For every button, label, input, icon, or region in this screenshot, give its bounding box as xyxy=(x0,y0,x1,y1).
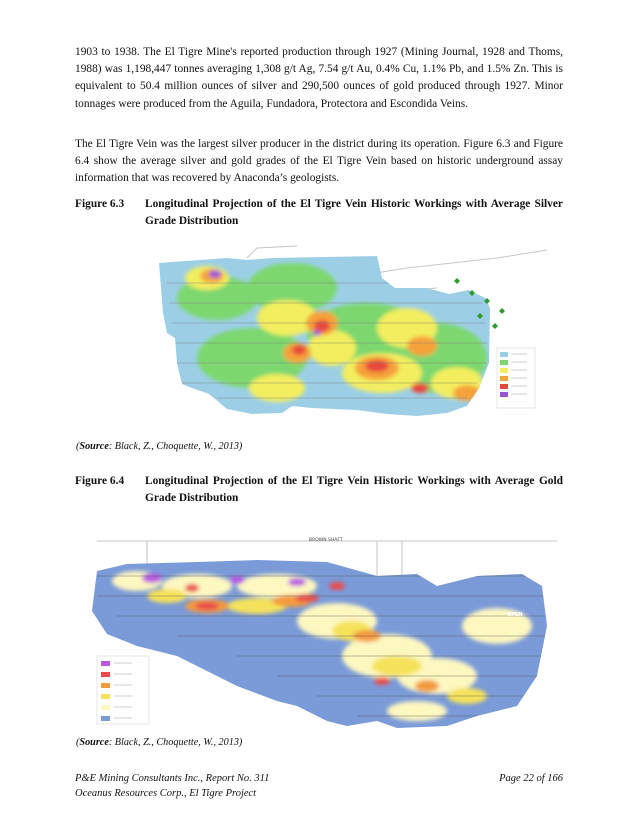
figure-source-2: (Source: Black, Z., Choquette, W., 2013) xyxy=(76,737,243,748)
figure-caption-2 xyxy=(75,473,563,506)
figure-title: Longitudinal Projection of the El Tigre Vein Historic Workings with Average Gold Grade Distribution xyxy=(145,475,563,504)
figure-number: Figure 6.3 xyxy=(75,198,125,210)
page-number: Page 22 of 166 xyxy=(499,773,563,784)
source-label: Source xyxy=(79,441,109,452)
source-label: Source xyxy=(79,737,109,748)
brown-shaft-label: BROWN SHAFT xyxy=(309,538,343,543)
paragraph-1: 1903 to 1938. The El Tigre Mine's reported production through 1927 (Mining Journal, 1928 and Thoms, 1988) was 1,198,447 tonnes averaging 1,308 g/t Ag, 7.54 g/t Au, 0.4% Cu, 1.1% Pb, and 1.5% Zn. This is equivalent to 50.4 million ounces of silver and 290,500 ounces of gold produced through 1927. Minor tonnages were produced from the Aguila, Fundadora, Protectora and Escondida Veins. xyxy=(75,46,563,110)
figure-source-1: (Source: Black, Z., Choquette, W., 2013) xyxy=(76,441,243,452)
footer-report: P&E Mining Consultants Inc., Report No. 311 xyxy=(75,773,270,784)
figure-caption-1 xyxy=(75,196,563,229)
grade-legend xyxy=(97,656,149,724)
source-citation: : Black, Z., Choquette, W., 2013) xyxy=(108,441,243,452)
silver-grade-figure xyxy=(77,238,563,436)
open-label: OPEN xyxy=(507,612,523,618)
paragraph-2: The El Tigre Vein was the largest silver producer in the district during its operation. Figure 6.3 and Figure 6.4 show the average silver and gold grades of the El Tigre Vein based on historic underground assay information that was recovered by Anaconda’s geologists. xyxy=(75,138,563,185)
gold-grade-figure xyxy=(77,516,563,731)
gold-grade-map xyxy=(77,516,563,731)
grade-legend xyxy=(497,348,535,408)
figure-number: Figure 6.4 xyxy=(75,475,125,487)
footer-project: Oceanus Resources Corp., El Tigre Project xyxy=(75,788,257,799)
figure-title: Longitudinal Projection of the El Tigre Vein Historic Workings with Average Silver Grade Distribution xyxy=(145,198,563,227)
source-citation: : Black, Z., Choquette, W., 2013) xyxy=(108,737,243,748)
page-footer xyxy=(75,771,563,801)
silver-grade-map xyxy=(77,238,563,436)
